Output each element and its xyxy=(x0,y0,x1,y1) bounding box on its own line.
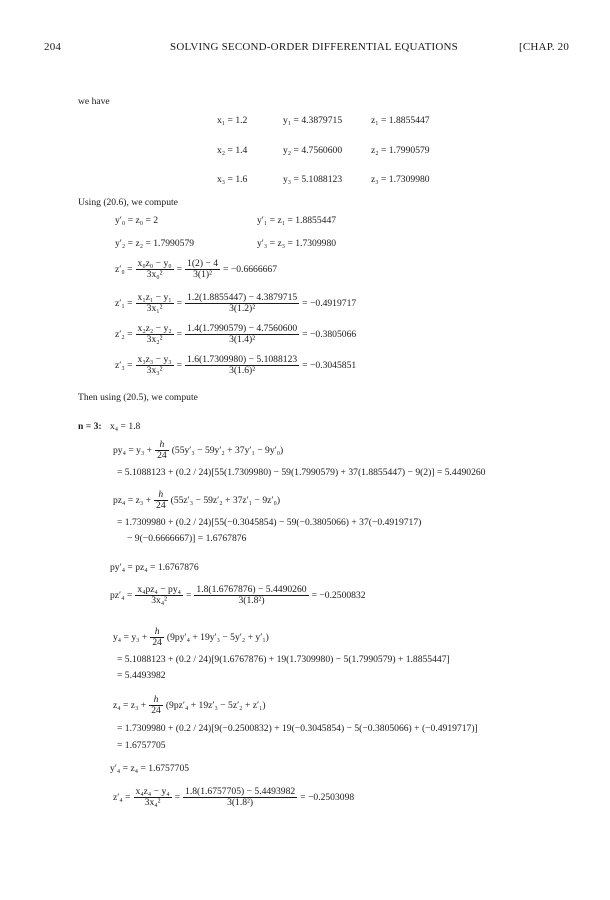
zprime4-lhs: z′₄ = xyxy=(113,792,131,804)
zprime-3-frac1: $\frac{\text{x₃z₃ − y₃}}{\text{3x₃²}}$ xyxy=(137,354,172,377)
pz4-lhs: pz₄ = z₃ + xyxy=(113,494,152,506)
zprime-2-frac2: $\frac{1.4(1.7990579) - 4.7560600}{\text{3(1.4)²}}$ xyxy=(187,323,298,346)
zprime-0-equation: z′₀ = $\frac{\text{x₀z₀ − y₀}}{\text{3x₀²}}$ = $\frac{1(2) - 4}{\text{3(1)²}}$ = −0.6666667 xyxy=(115,258,278,281)
intro-text: we have xyxy=(78,96,110,107)
chapter-label: [CHAP. 20 xyxy=(519,41,570,53)
pz4-step-frac: $\frac{h}{24}$ xyxy=(156,489,166,511)
table-y2: y₂ = 4.7560600 xyxy=(283,145,343,156)
py4-rhs: (55y′₃ − 59y′₂ + 37y′₁ − 9y′₀) xyxy=(171,444,284,456)
z4-line2: = 1.7309980 + (0.2 / 24)[9(−0.2500832) + 19(−0.3045854) − 5(−0.3805066) + (−0.4919717)] xyxy=(117,723,478,734)
pz4-line3: − 9(−0.6666667)] = 1.6767876 xyxy=(127,533,247,544)
deriv-y1: y′₁ = z₁ = 1.8855447 xyxy=(257,215,337,226)
zprime4-frac1: $\frac{\text{x₄z₄ − y₄}}{\text{3x₄²}}$ xyxy=(135,786,170,809)
zprime-2-frac1: $\frac{\text{x₂z₂ − y₂}}{\text{3x₂²}}$ xyxy=(137,323,172,346)
deriv-y2: y′₂ = z₂ = 1.7990579 xyxy=(115,238,195,249)
y4-step-frac: $\frac{h}{24}$ xyxy=(152,626,162,648)
y4-rhs: (9py′₄ + 19y′₃ − 5y′₂ + y′₁) xyxy=(166,631,269,643)
table-y1: y₁ = 4.3879715 xyxy=(283,115,343,126)
pzprime4-lhs: pz′₄ = xyxy=(110,590,133,602)
zprime-0-frac1: $\frac{\text{x₀z₀ − y₀}}{\text{3x₀²}}$ xyxy=(137,258,172,281)
pz4-rhs: (55z′₃ − 59z′₂ + 37z′₁ − 9z′₀) xyxy=(170,494,281,506)
py4-equation xyxy=(113,440,283,460)
deriv-y3: y′₃ = z₃ = 1.7309980 xyxy=(257,238,337,249)
zprime-1-result: = −0.4919717 xyxy=(302,298,357,310)
table-z2: z₂ = 1.7990579 xyxy=(371,145,430,156)
zprime-3-equation: z′₃ = $\frac{\text{x₃z₃ − y₃}}{\text{3x₃²}}$ = $\frac{1.6(1.7309980) - 5.1088123}{\text{3(1.6)²}}$ = −0.3045851 xyxy=(115,354,357,377)
running-title: SOLVING SECOND-ORDER DIFFERENTIAL EQUATIONS xyxy=(170,41,458,53)
zprime-1-lhs: z′₁ = xyxy=(115,298,133,310)
zprime-1-frac1: $\frac{\text{x₁z₁ − y₁}}{\text{3x₁²}}$ xyxy=(137,292,172,315)
pzprime4-equation: pz′₄ = $\frac{\text{x₄pz₄ − py₄}}{\text{3x₄²}}$ = $\frac{1.8(1.6767876) - 5.4490260}{\text{3(1.8²)}}$ = −0.2500832 xyxy=(110,584,366,607)
zprime-3-lhs: z′₃ = xyxy=(115,360,133,372)
zprime-1-frac2: $\frac{1.2(1.8855447) - 4.3879715}{\text{3(1.2)²}}$ xyxy=(187,292,298,315)
table-z1: z₁ = 1.8855447 xyxy=(371,115,430,126)
zprime4-result: = −0.2503098 xyxy=(300,792,355,804)
z4-rhs: (9pz′₄ + 19z′₃ − 5z′₂ + z′₁) xyxy=(165,699,266,711)
table-y3: y₃ = 5.1088123 xyxy=(283,174,343,185)
n3-label: n = 3: xyxy=(78,421,102,432)
py4-step-frac: $\frac{h}{24}$ xyxy=(157,439,167,461)
zprime-2-lhs: z′₂ = xyxy=(115,329,133,341)
table-x3: x₃ = 1.6 xyxy=(217,174,248,185)
table-z3: z₃ = 1.7309980 xyxy=(371,174,430,185)
y4-line2: = 5.1088123 + (0.2 / 24)[9(1.6767876) + 19(1.7309980) − 5(1.7990579) + 1.8855447] xyxy=(117,654,450,665)
page-number: 204 xyxy=(44,41,62,53)
zprime-3-result: = −0.3045851 xyxy=(302,360,357,372)
table-x1: x₁ = 1.2 xyxy=(217,115,248,126)
y4-equation xyxy=(113,627,269,647)
pzprime4-result: = −0.2500832 xyxy=(311,590,366,602)
pz4-equation xyxy=(113,490,280,510)
pyprime4-equation: py′₄ = pz₄ = 1.6767876 xyxy=(110,562,199,573)
y4-lhs: y₄ = y₃ + xyxy=(113,631,148,643)
pzprime4-frac1: $\frac{\text{x₄pz₄ − py₄}}{\text{3x₄²}}$ xyxy=(137,584,181,607)
z4-line3: = 1.6757705 xyxy=(117,740,166,751)
y4-line3: = 5.4493982 xyxy=(117,670,166,681)
py4-line2: = 5.1088123 + (0.2 / 24)[55(1.7309980) − 59(1.7990579) + 37(1.8855447) − 9(2)] = 5.4490260 xyxy=(117,467,486,478)
table-x2: x₂ = 1.4 xyxy=(217,145,248,156)
step-label xyxy=(78,421,140,432)
yprime4-equation: y′₄ = z₄ = 1.6757705 xyxy=(110,763,190,774)
zprime-1-equation: z′₁ = $\frac{\text{x₁z₁ − y₁}}{\text{3x₁²}}$ = $\frac{1.2(1.8855447) - 4.3879715}{\text{3(1.2)²}}$ = −0.4919717 xyxy=(115,292,357,315)
py4-lhs: py₄ = y₃ + xyxy=(113,444,153,456)
zprime-2-result: = −0.3805066 xyxy=(302,329,357,341)
zprime-0-frac2: $\frac{1(2) - 4}{\text{3(1)²}}$ xyxy=(187,258,219,281)
z4-step-frac: $\frac{h}{24}$ xyxy=(151,694,161,716)
zprime-2-equation: z′₂ = $\frac{\text{x₂z₂ − y₂}}{\text{3x₂²}}$ = $\frac{1.4(1.7990579) - 4.7560600}{\text{3(1.4)²}}$ = −0.3805066 xyxy=(115,323,357,346)
x4-value: x₄ = 1.8 xyxy=(110,421,141,432)
pzprime4-frac2: $\frac{1.8(1.6767876) - 5.4490260}{\text{3(1.8²)}}$ xyxy=(196,584,307,607)
zprime4-frac2: $\frac{1.8(1.6757705) - 5.4493982}{\text{3(1.8²)}}$ xyxy=(185,786,296,809)
pz4-line2: = 1.7309980 + (0.2 / 24)[55(−0.3045854) − 59(−0.3805066) + 37(−0.4919717) xyxy=(117,517,422,528)
zprime4-equation: z′₄ = $\frac{\text{x₄z₄ − y₄}}{\text{3x₄²}}$ = $\frac{1.8(1.6757705) - 5.4493982}{\text{3(1.8²)}}$ = −0.2503098 xyxy=(113,786,355,809)
z4-equation xyxy=(113,695,266,715)
using-text: Using (20.6), we compute xyxy=(78,197,178,208)
zprime-3-frac2: $\frac{1.6(1.7309980) - 5.1088123}{\text{3(1.6)²}}$ xyxy=(187,354,298,377)
z4-lhs: z₄ = z₃ + xyxy=(113,699,147,711)
deriv-y0: y′₀ = z₀ = 2 xyxy=(115,215,159,226)
then-text: Then using (20.5), we compute xyxy=(78,392,198,403)
zprime-0-result: = −0.6666667 xyxy=(223,264,278,276)
zprime-0-lhs: z′₀ = xyxy=(115,264,133,276)
